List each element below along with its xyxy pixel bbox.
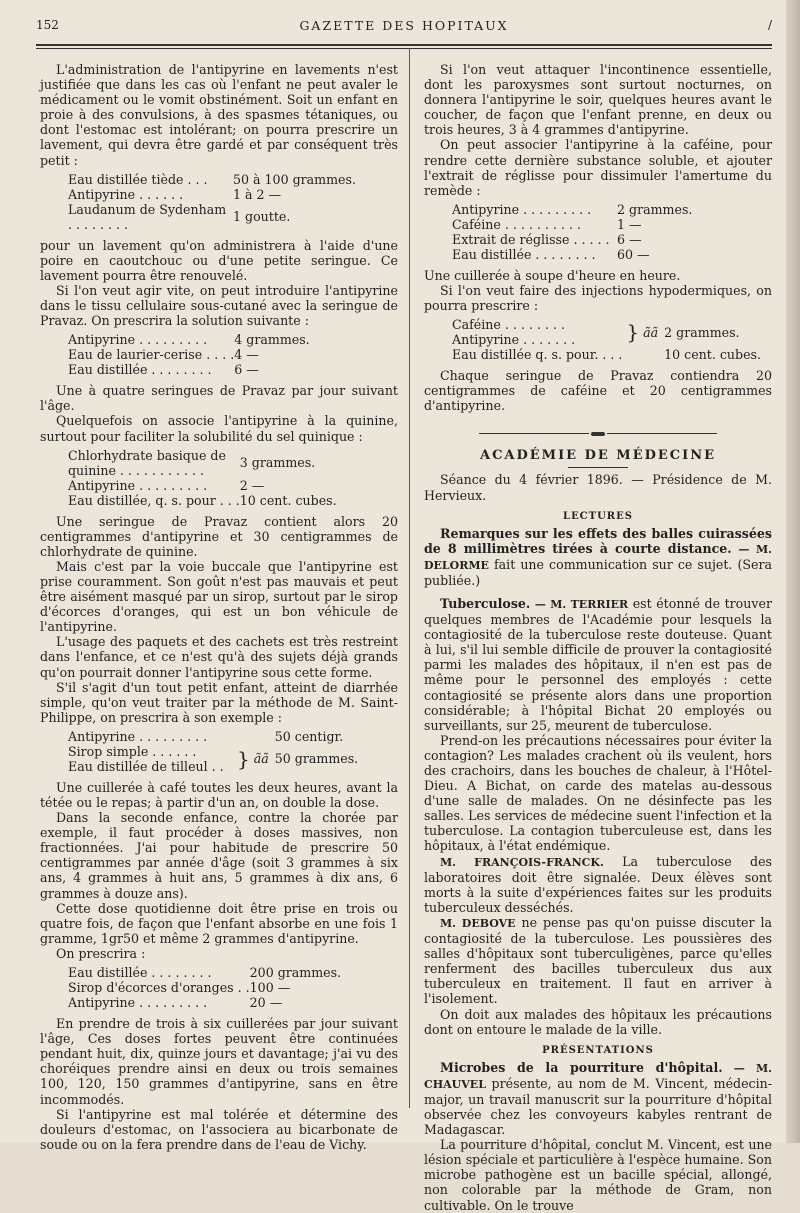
paragraph: Cette dose quotidienne doit être prise en trois ou quatre fois, de façon que l'enfant absorbe en une fois 1 gramme, 1gr50 et même 2 grammes d'antipyrine. [40, 900, 398, 946]
rx-ingredient: Eau distillée tiède . . . [68, 171, 208, 187]
prescription-injection [68, 332, 310, 377]
rx-quantity: 1 goutte. [233, 209, 291, 225]
lecture-text: fait une communication sur ce sujet. (Sera publiée.) [424, 556, 772, 588]
paragraph: Prend-on les précautions nécessaires pour éviter la contagion? Les malades crachent où ils veulent, hors des crachoirs, dans les bouches de chaleur, à l'Hôtel-Dieu. A Bichat, on carde des matelas au-dessous d'une salle de malades. On ne désinfecte pas les salles. Les services de médecine suent l'infection et la tuberculose. La contagion tuberculeuse est, dans les hôpitaux, à l'état endémique. [424, 732, 772, 854]
presentation-author: — M. CHAUVEL [424, 1061, 772, 1091]
communication-text: La tuberculose des laboratoires doit être signalée. Deux élèves sont morts à la suite d'expériences faites sur les produits tuberculeux desséchés. [424, 853, 772, 915]
paragraph: On doit aux malades des hôpitaux les précautions dont on entoure le malade de la ville. [424, 1006, 772, 1037]
presentation-title: Microbes de la pourriture d'hôpital. [440, 1059, 723, 1075]
paragraph: Dans la seconde enfance, contre la chorée par exemple, il faut procéder à doses massives, non fractionnées. J'ai pour habitude de prescrire 50 centigrammes par année d'âge (soit 3 grammes à six ans, 4 grammes à huit ans, 5 grammes à dix ans, 6 grammes à douze ans). [40, 810, 398, 901]
rx-ingredient: Eau distillée . . . . . . . . [452, 246, 596, 262]
rx-brace: } [237, 746, 250, 771]
rx-quantity: 10 cent. cubes. [239, 492, 337, 508]
prescription-quinine [68, 448, 337, 508]
communication-item [424, 596, 772, 733]
communication-author: M. DEBOVE [440, 916, 516, 930]
paragraph: Si l'on veut agir vite, on peut introduire l'antipyrine dans le tissu cellulaire sous-cutané avec la seringue de Pravaz. On prescrira la solution suivante : [40, 282, 398, 329]
presentation-text: présente, au nom de M. Vincent, médecin-major, un travail manuscrit sur la pourriture d'hôpital observée chez les convoyeurs kabyles rentrant de Madagascar. [424, 1075, 772, 1138]
paragraph: Chaque seringue de Pravaz contiendra 20 centigrammes de caféine et 20 centigrammes d'antipyrine. [424, 368, 772, 414]
heading-rule [568, 467, 628, 468]
rx-ana: ãã [643, 324, 659, 340]
prescription-diarrhee [68, 729, 358, 774]
rx-ingredient: Caféine . . . . . . . . . . [452, 216, 581, 232]
rx-quantity: 2 grammes. [664, 324, 740, 340]
paragraph: On peut associer l'antipyrine à la caféine, pour rendre cette dernière substance soluble, et ajouter l'extrait de réglisse pour dissimuler l'amertume du remède : [424, 137, 772, 198]
rx-quantity: 1 à 2 — [233, 186, 282, 202]
paragraph: Si l'antipyrine est mal tolérée et détermine des douleurs d'estomac, on l'associera au bicarbonate de soude ou on la fera prendre dans de l'eau de Vichy. [40, 1106, 398, 1152]
rx-ingredient: Sirop simple . . . . . . [68, 743, 197, 759]
paragraph: Quelquefois on associe l'antipyrine à la quinine, surtout pour faciliter la solubilité du sel quinique : [40, 413, 398, 444]
rx-ingredient: Eau distillée q. s. pour. . . . [452, 347, 623, 363]
prescription-cafeine [452, 202, 692, 262]
journal-title: GAZETTE DES HOPITAUX [299, 18, 509, 33]
rx-ingredient: Eau de laurier-cerise . . . . [68, 347, 235, 363]
rx-quantity: 100 — [249, 980, 291, 996]
rx-ingredient: Eau distillée . . . . . . . . [68, 965, 212, 981]
paragraph: S'il s'agit d'un tout petit enfant, atteint de diarrhée simple, qu'on veut traiter par la méthode de M. Saint-Philippe, on prescrira à son exemple : [40, 679, 398, 725]
running-header [36, 18, 772, 38]
communication-author: M. FRANÇOIS-FRANCK. [440, 855, 604, 869]
communication-text: est étonné de trouver quelques membres de l'Académie pour lesquels la contagiosité de la tuberculose reste douteuse. Quant à lui, s'il lui semble difficile de prouver la contagiosité parmi les malades des hôpitaux, il n'en est pas de même pour le personnel des employés : cette contagiosité se présente alors dans une proportion considérable; à l'hôpital Bichat 20 employés ou surveillants, sur 25, meurent de tuberculose. [424, 595, 772, 733]
rx-ingredient: Antipyrine . . . . . . . . . [452, 201, 592, 217]
paragraph: Une cuillerée à café toutes les deux heures, avant la tétée ou le repas; à partir d'un an, on double la dose. [40, 779, 398, 810]
rx-ingredient: Antipyrine . . . . . . . . . [68, 477, 208, 493]
communication-title: Tuberculose. [440, 595, 531, 611]
rx-ingredient: Eau distillée . . . . . . . . [68, 362, 212, 378]
rx-ingredient: Antipyrine . . . . . . [68, 186, 184, 202]
rx-ingredient: Caféine . . . . . . . . [452, 317, 565, 333]
rx-ingredient: Eau distillée, q. s. pour . . . [68, 492, 240, 508]
rx-ingredient: Antipyrine . . . . . . . [452, 332, 576, 348]
rx-ingredient: Sirop d'écorces d'oranges . . [68, 980, 250, 996]
paragraph: Si l'on veut attaquer l'incontinence essentielle, dont les paroxysmes sont surtout nocturnes, on donnera l'antipyrine le soir, quelques heures avant le coucher, de façon que l'enfant prenne, en deux ou trois heures, 3 à 4 grammes d'antipyrine. [424, 62, 772, 138]
rx-quantity: 4 grammes. [234, 332, 310, 348]
rx-quantity: 6 — [617, 231, 642, 247]
lecture-author: — M. DELORME [424, 542, 772, 572]
header-rule [36, 44, 772, 46]
rx-quantity: 50 centigr. [274, 728, 344, 744]
page-number: 152 [36, 18, 59, 32]
paragraph: Une cuillerée à soupe d'heure en heure. [424, 267, 681, 283]
rx-quantity: 2 — [239, 477, 265, 493]
rx-quantity: 4 — [234, 347, 259, 363]
rx-quantity: 50 grammes. [274, 751, 359, 767]
rx-quantity: 10 cent. cubes. [664, 347, 761, 363]
rx-ingredient: Antipyrine . . . . . . . . . [68, 995, 208, 1011]
seance-line: Séance du 4 février 1896. — Présidence de M. Hervieux. [424, 472, 772, 503]
communication-item [424, 915, 772, 1007]
rx-ingredient: Antipyrine . . . . . . . . . [68, 728, 208, 744]
paragraph: pour un lavement qu'on administrera à l'aide d'une poire en caoutchouc ou d'une petite seringue. Ce lavement pourra être renouvelé. [40, 237, 398, 283]
rx-ingredient: Laudanum de Sydenham . . . . . . . . [68, 201, 227, 232]
header-rule-thin [36, 48, 772, 49]
section-heading: ACADÉMIE DE MÉDECINE [479, 448, 716, 464]
rx-quantity: 60 — [617, 246, 650, 262]
subsection-heading: LECTURES [563, 510, 633, 522]
lecture-item [424, 526, 772, 588]
presentation-item [424, 1060, 772, 1137]
rx-quantity: 2 grammes. [617, 201, 693, 217]
paragraph: L'administration de l'antipyrine en lavements n'est justifiée que dans les cas où l'enfant ne peut avaler le médicament ou le vomit obstinément. Soit un enfant en proie à des convulsions, à des spasmes tétaniques, ou dont l'estomac est intolérant; on pourra prescrire un lavement, qui devra être gardé et par conséquent très petit : [40, 62, 398, 168]
prescription-choree [68, 965, 341, 1010]
rx-quantity: 6 — [234, 362, 259, 378]
communication-author: — M. TERRIER [534, 597, 629, 611]
left-column [40, 62, 398, 1152]
paragraph: En prendre de trois à six cuillerées par jour suivant l'âge, Ces doses fortes peuvent être continuées pendant huit, dix, quinze jours et davantage; j'ai vu des choréiques prendre ainsi en deux ou trois semaines 100, 120, 150 grammes d'antipyrine, sans en être incommodés. [40, 1016, 398, 1107]
paragraph: On prescrira : [56, 945, 146, 961]
paragraph: Si l'on veut faire des injections hypodermiques, on pourra prescrire : [424, 282, 772, 314]
paragraph: L'usage des paquets et des cachets est très restreint dans l'enfance, et ce n'est qu'à des sujets déjà grands qu'on pourrait donner l'antipyrine sous cette forme. [40, 634, 398, 680]
column-separator [409, 48, 410, 1108]
rx-ingredient: Antipyrine . . . . . . . . . [68, 332, 208, 348]
prescription-hypodermique [452, 317, 761, 362]
rx-quantity: 200 grammes. [249, 965, 342, 981]
rx-brace: } [626, 320, 640, 345]
page-spine-shadow [786, 0, 800, 1143]
communication-text: ne pense pas qu'on puisse discuter la contagiosité de la tuberculose. Les poussières des salles d'hôpitaux sont tuberculigènes, parce qu'elles renferment des bacilles tuberculeux dus aux tuberculeux en traitement. Il faut en arriver à l'isolement. [424, 914, 772, 1007]
rx-ingredient: Chlorhydrate basique de quinine . . . . . . . . . . . [68, 447, 226, 478]
rx-ana: ãã [253, 751, 269, 767]
rx-quantity: 50 à 100 grammes. [233, 171, 356, 187]
rx-ingredient: Eau distillée de tilleul . . [68, 758, 224, 774]
paragraph: Une seringue de Pravaz contient alors 20 centigrammes d'antipyrine et 30 centigrammes de chlorhydrate de quinine. [40, 513, 398, 559]
paragraph: Mais c'est par la voie buccale que l'antipyrine est prise couramment. Son goût n'est pas mauvais et peut être aisément masqué par un sirop, surtout par le sirop d'écorces d'oranges, qui est un bon véhicule de l'antipyrine. [40, 558, 398, 635]
section-ornament [424, 423, 772, 442]
rx-quantity: 1 — [617, 216, 642, 232]
lecture-title: Remarques sur les effets des balles cuirassées de 8 millimètres tirées à courte distance. [424, 525, 772, 556]
prescription-lavement [68, 172, 356, 232]
rx-ingredient: Extrait de réglisse . . . . . [452, 231, 610, 247]
subsection-heading: PRÉSENTATIONS [542, 1044, 654, 1056]
communication-item [424, 854, 772, 915]
paragraph: Une à quatre seringues de Pravaz par jour suivant l'âge. [40, 383, 398, 414]
corner-mark: / [767, 18, 772, 32]
paragraph: La pourriture d'hôpital, conclut M. Vincent, est une lésion spéciale et particulière à l'espèce humaine. Son microbe pathogène est un bacille spécial, allongé, non colorable par la méthode de Gram, non cultivable. On le trouve [424, 1137, 772, 1213]
rx-quantity: 20 — [249, 995, 283, 1011]
rx-quantity: 3 grammes. [239, 455, 316, 471]
right-column [424, 62, 772, 1213]
